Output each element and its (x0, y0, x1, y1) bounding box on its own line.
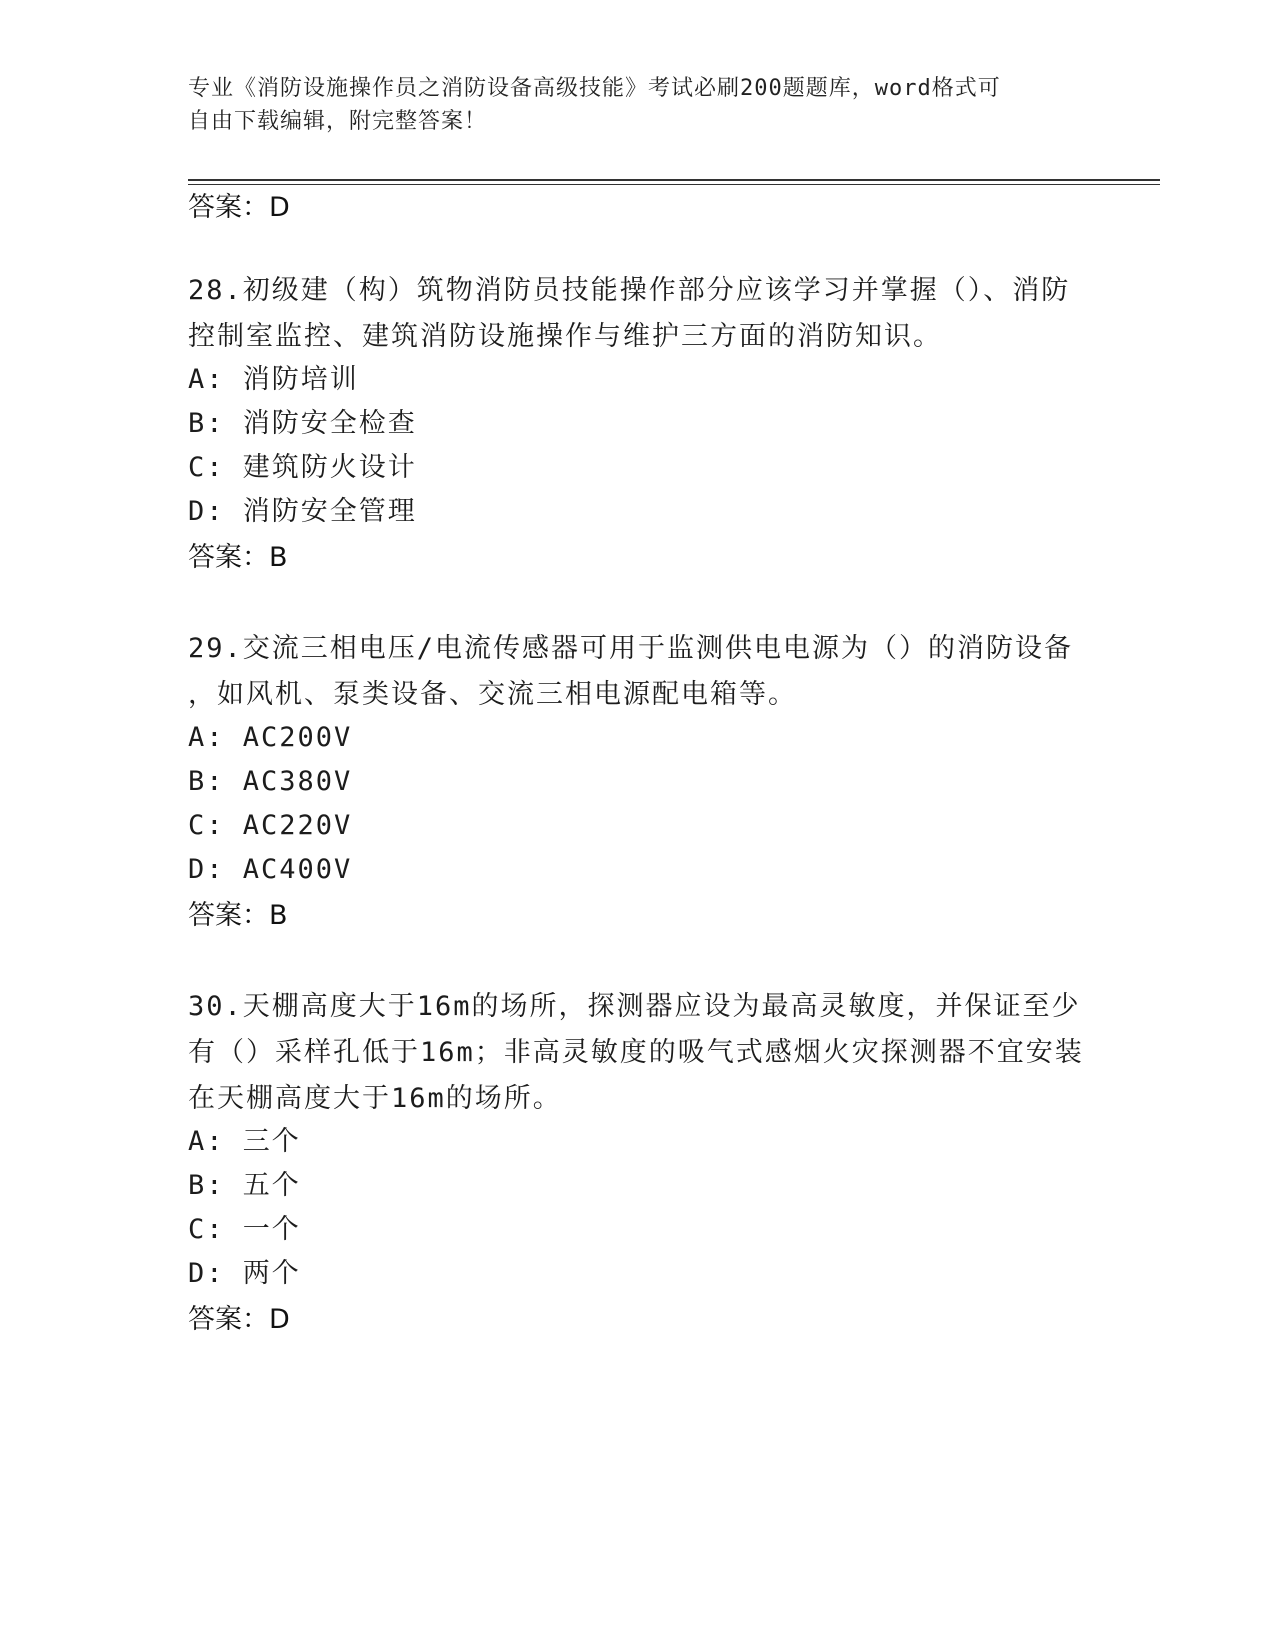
question-30-option-d: D: 两个 (188, 1258, 301, 1289)
header-divider-thick (188, 179, 1160, 181)
question-28-option-d: D: 消防安全管理 (188, 496, 417, 527)
question-29-answer: 答案：B (188, 900, 288, 931)
question-line: 在天棚高度大于16m的场所。 (188, 1083, 562, 1114)
question-28-text (188, 268, 1088, 360)
previous-answer: 答案：D (188, 192, 290, 223)
question-28-answer: 答案：B (188, 542, 288, 573)
question-line: 30.天棚高度大于16m的场所，探测器应设为最高灵敏度，并保证至少 (188, 991, 1081, 1022)
question-29-text (188, 626, 1088, 718)
question-line: 有（）采样孔低于16m；非高灵敏度的吸气式感烟火灾探测器不宜安装 (188, 1037, 1084, 1068)
question-30-option-b: B: 五个 (188, 1170, 301, 1201)
question-29-option-c: C: AC220V (188, 810, 353, 841)
question-28-option-c: C: 建筑防火设计 (188, 452, 417, 483)
document-header (188, 72, 1088, 138)
question-line: 控制室监控、建筑消防设施操作与维护三方面的消防知识。 (188, 321, 942, 352)
question-30-option-c: C: 一个 (188, 1214, 301, 1245)
question-29-option-b: B: AC380V (188, 766, 353, 797)
header-divider-thin (188, 184, 1160, 185)
header-line-2: 自由下载编辑，附完整答案！ (188, 109, 488, 134)
question-30-option-a: A: 三个 (188, 1126, 301, 1157)
question-30-text (188, 984, 1088, 1122)
question-29-option-a: A: AC200V (188, 722, 353, 753)
question-line: 29.交流三相电压/电流传感器可用于监测供电电源为（）的消防设备 (188, 633, 1074, 664)
question-29-option-d: D: AC400V (188, 854, 353, 885)
question-30-answer: 答案：D (188, 1304, 290, 1335)
header-line-1: 专业《消防设施操作员之消防设备高级技能》考试必刷200题题库，word格式可 (188, 76, 1001, 101)
question-28-option-b: B: 消防安全检查 (188, 408, 417, 439)
question-line: ，如风机、泵类设备、交流三相电源配电箱等。 (188, 679, 797, 710)
question-28-option-a: A: 消防培训 (188, 364, 359, 395)
question-line: 28.初级建（构）筑物消防员技能操作部分应该学习并掌握（）、消防 (188, 275, 1071, 306)
